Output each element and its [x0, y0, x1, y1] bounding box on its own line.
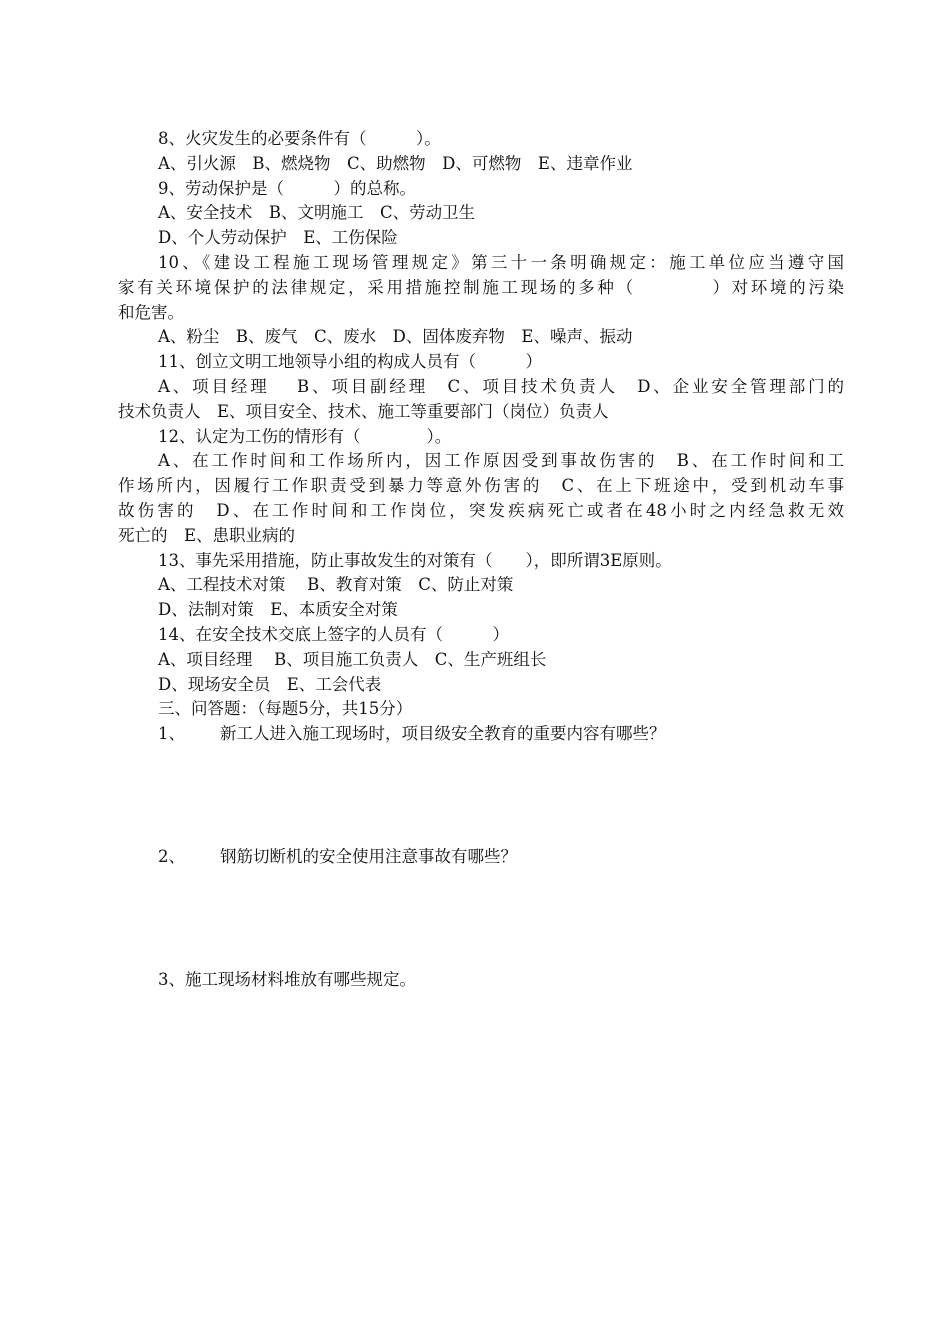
question-10-line-2: 家有关环境保护的法律规定，采用措施控制施工现场的多种（ ）对环境的污染 [118, 277, 844, 297]
options-10: A、粉尘 B、废气 C、废水 D、固体废弃物 E、噪声、振动 [158, 327, 633, 347]
question-14: 14、在安全技术交底上签字的人员有（ ） [158, 624, 509, 644]
options-9-line-2: D、个人劳动保护 E、工伤保险 [158, 228, 398, 248]
question-13: 13、事先采用措施，防止事故发生的对策有（ ），即所谓3E原则。 [158, 550, 672, 570]
options-12-line-2: 作场所内，因履行工作职责受到暴力等意外伤害的 C、在上下班途中，受到机动车事 [118, 476, 844, 496]
section-3-heading: 三、问答题：（每题5分，共15分） [158, 699, 413, 719]
question-12: 12、认定为工伤的情形有（ ）。 [158, 426, 452, 446]
options-13-line-2: D、法制对策 E、本质安全对策 [158, 600, 398, 620]
options-8: A、引火源 B、燃烧物 C、助燃物 D、可燃物 E、违章作业 [158, 153, 633, 173]
question-9: 9、劳动保护是（ ）的总称。 [158, 178, 416, 198]
question-10-line-1: 10、《建设工程施工现场管理规定》第三十一条明确规定：施工单位应当遵守国 [158, 252, 844, 272]
answer-space-2 [118, 870, 844, 968]
essay-question-1-number: 1、 [158, 724, 185, 744]
options-11-line-2: 技术负责人 E、项目安全、技术、施工等重要部门（岗位）负责人 [118, 401, 609, 421]
essay-question-2-text: 钢筋切断机的安全使用注意事故有哪些？ [220, 846, 517, 866]
question-8: 8、火灾发生的必要条件有（ ）。 [158, 129, 441, 148]
question-10-line-3: 和危害。 [118, 302, 184, 322]
options-13-line-1: A、工程技术对策 B、教育对策 C、防止对策 [158, 575, 514, 595]
essay-question-2 [118, 845, 844, 870]
options-14-line-2: D、现场安全员 E、工会代表 [158, 674, 382, 694]
answer-space-1 [118, 747, 844, 845]
options-9-line-1: A、安全技术 B、文明施工 C、劳动卫生 [158, 203, 476, 223]
essay-question-1-text: 新工人进入施工现场时，项目级安全教育的重要内容有哪些？ [220, 724, 666, 744]
essay-question-3: 3、施工现场材料堆放有哪些规定。 [158, 969, 416, 989]
options-11-line-1: A、项目经理 B、项目副经理 C、项目技术负责人 D、企业安全管理部门的 [158, 376, 844, 396]
essay-question-2-number: 2、 [158, 846, 185, 866]
options-14-line-1: A、项目经理 B、项目施工负责人 C、生产班组长 [158, 649, 547, 669]
options-12-line-4: 死亡的 E、患职业病的 [118, 525, 296, 545]
question-11: 11、创立文明工地领导小组的构成人员有（ ） [158, 352, 542, 372]
document-body [118, 127, 844, 993]
essay-question-1 [118, 722, 844, 747]
options-12-line-1: A、在工作时间和工作场所内，因工作原因受到事故伤害的 B、在工作时间和工 [158, 451, 844, 471]
options-12-line-3: 故伤害的 D、在工作时间和工作岗位，突发疾病死亡或者在48小时之内经急救无效 [118, 500, 844, 520]
